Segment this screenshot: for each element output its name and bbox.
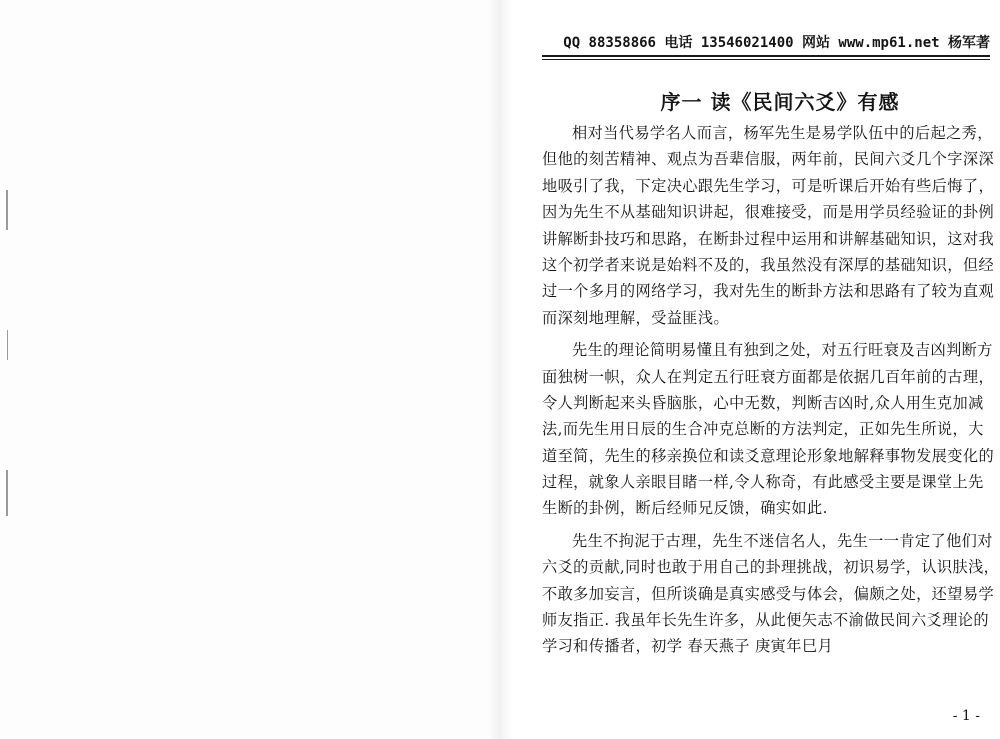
text-line: 过程，就象人亲眼目睹一样,令人称奇，有此感受主要是课堂上先 bbox=[542, 473, 984, 492]
text-line: 先生不拘泥于古理，先生不迷信名人，先生一一肯定了他们对 bbox=[572, 531, 993, 550]
page-header: QQ 88358866 电话 13546021400 网站 www.mp61.net 杨军著 bbox=[563, 35, 990, 51]
text-line: 但他的刻苦精神、观点为吾辈信服，两年前，民间六爻几个字深深 bbox=[542, 150, 995, 169]
scan-mark bbox=[7, 330, 8, 360]
scan-mark bbox=[6, 470, 8, 516]
text-line: 这个初学者来说是始料不及的，我虽然没有深厚的基础知识，但经 bbox=[542, 255, 995, 274]
page-title: 序一 读《民间六爻》有感 bbox=[660, 90, 900, 114]
text-line: 相对当代易学名人而言，杨军先生是易学队伍中的后起之秀， bbox=[572, 124, 993, 142]
text-line: 不敢多加妄言，但所谈确是真实感受与体会，偏颇之处，还望易学 bbox=[542, 584, 995, 603]
text-line: 生断的卦例，断后经师兄反馈，确实如此. bbox=[542, 499, 828, 518]
text-line: 面独树一帜，众人在判定五行旺衰方面都是依据几百年前的古理， bbox=[542, 367, 995, 386]
paragraph bbox=[542, 337, 995, 522]
paragraph bbox=[542, 528, 1000, 660]
text-line: 法,而先生用日辰的生合冲克总断的方法判定，正如先生所说，大 bbox=[542, 420, 984, 439]
text-line: 道至简，先生的移亲换位和读爻意理论形象地解释事物发展变化的 bbox=[542, 446, 995, 465]
text-line: 地吸引了我，下定决心跟先生学习，可是听课后开始有些后悔了， bbox=[542, 176, 995, 195]
text-line: 而深刻地理解，受益匪浅。 bbox=[542, 308, 730, 327]
text-line: 讲解断卦技巧和思路，在断卦过程中运用和讲解基础知识，这对我 bbox=[542, 229, 995, 248]
scan-mark bbox=[6, 190, 8, 230]
text-line: 师友指正. 我虽年长先生许多，从此便矢志不渝做民间六爻理论的 bbox=[542, 611, 989, 630]
header-rule-thin bbox=[542, 59, 990, 60]
paragraph bbox=[542, 120, 995, 331]
text-line: 过一个多月的网络学习，我对先生的断卦方法和思路有了较为直观 bbox=[542, 282, 995, 301]
header-rule bbox=[542, 55, 990, 57]
text-line: 令人判断起来头昏脑胀，心中无数，判断吉凶时,众人用生克加减 bbox=[542, 393, 984, 412]
text-line: 学习和传播者，初学 春天燕子 庚寅年巳月 bbox=[542, 637, 834, 656]
text-line: 六爻的贡献,同时也敢于用自己的卦理挑战，初识易学，认识肤浅， bbox=[542, 558, 1000, 577]
text-line: 因为先生不从基础知识讲起，很难接受，而是用学员经验证的卦例 bbox=[542, 203, 995, 222]
page-number: - 1 - bbox=[952, 708, 980, 724]
text-line: 先生的理论简明易懂且有独到之处，对五行旺衰及吉凶判断方 bbox=[572, 341, 993, 360]
body-text bbox=[542, 120, 1000, 666]
book-gutter bbox=[488, 0, 512, 739]
right-page bbox=[520, 0, 1000, 739]
